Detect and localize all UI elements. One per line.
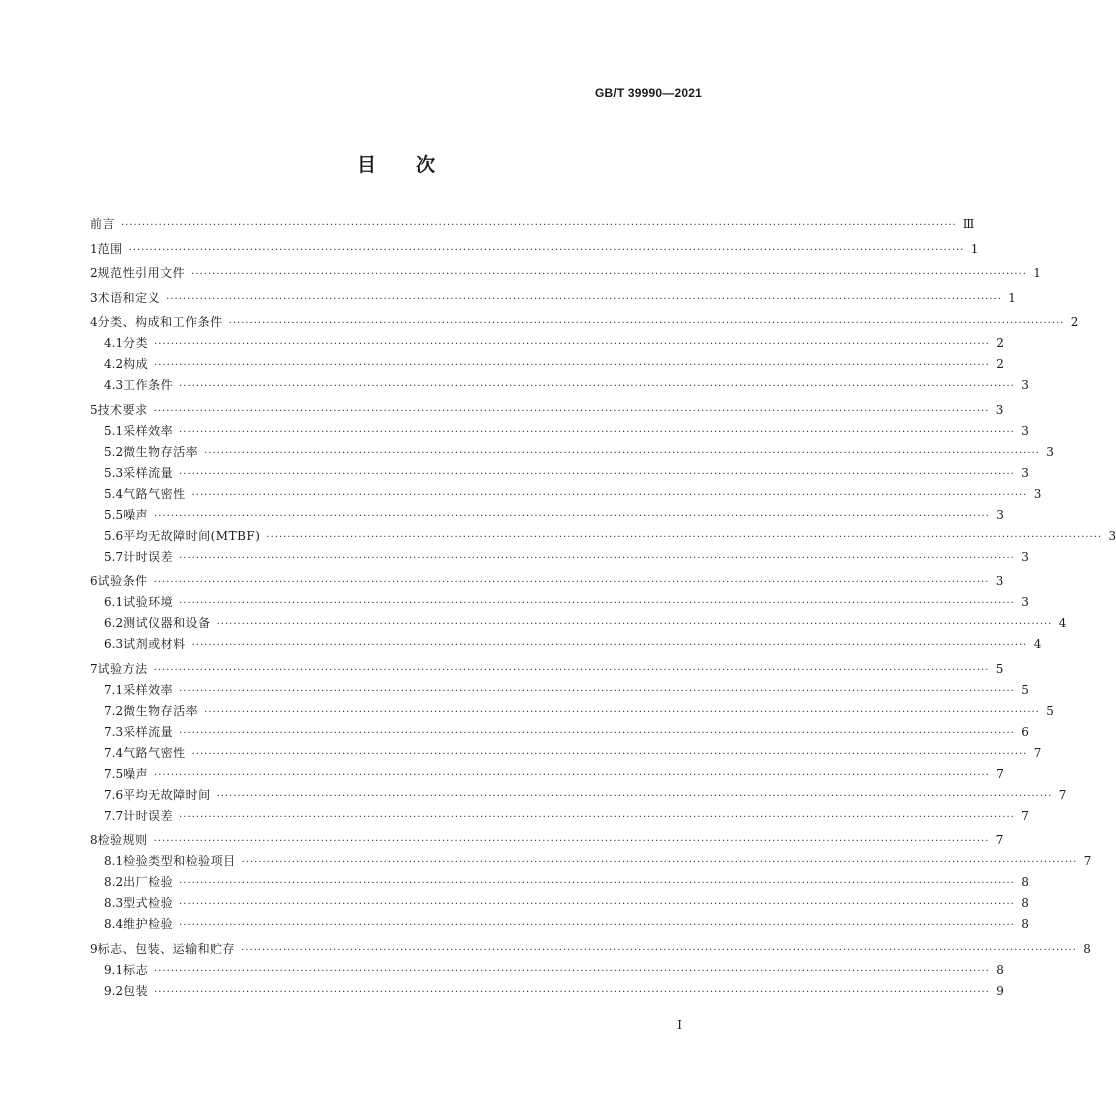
toc-leader-dots: ········································································································································································································ [153, 577, 990, 588]
page-title: 目次 [356, 154, 475, 176]
toc-entry-page: 7 [995, 833, 1004, 847]
toc-entry[interactable] [90, 939, 1091, 959]
toc-leader-dots: ········································································································································································································ [179, 899, 1015, 910]
toc-entry[interactable] [104, 981, 1004, 1001]
toc-entry-number: 6.1 [104, 595, 124, 609]
toc-entry-number: 5.6 [104, 528, 124, 543]
toc-entry-label: 试验条件 [97, 574, 148, 588]
toc-entry[interactable] [104, 463, 1029, 483]
toc-leader-dots: ········································································································································································································ [154, 965, 990, 977]
toc-entry-label: 采样效率 [123, 682, 174, 697]
toc-entry-number: 1 [90, 241, 98, 256]
toc-entry-page: 1 [1008, 290, 1016, 305]
toc-entry-number: 7.5 [104, 766, 124, 781]
toc-entry-page: 8 [1083, 941, 1091, 956]
toc-leader-dots: ········································································································································································································ [179, 685, 1015, 697]
toc-entry-label: 维护检验 [123, 917, 174, 931]
toc-entry[interactable] [104, 851, 1092, 871]
toc-entry-label: 平均无故障时间(MTBF) [123, 528, 261, 543]
toc-entry-number: 8.2 [104, 875, 124, 889]
toc-entry-label: 计时误差 [123, 808, 174, 823]
toc-entry-page: 3 [996, 507, 1004, 522]
toc-leader-dots: ········································································································································································································ [153, 836, 990, 847]
toc-entry-label: 采样流量 [123, 465, 174, 480]
toc-entry-label: 气路气密性 [123, 745, 186, 760]
toc-entry-page: 1 [1033, 266, 1041, 280]
toc-leader-dots: ········································································································································································································ [153, 405, 990, 417]
toc-entry-page: 8 [1021, 875, 1029, 889]
toc-entry[interactable] [90, 571, 1004, 591]
toc-leader-dots: ········································································································································································································ [241, 944, 1077, 956]
toc-entry-number: 2 [90, 266, 98, 280]
toc-entry-number: 7.6 [104, 787, 124, 802]
toc-entry-number: 9 [90, 941, 98, 956]
toc-entry[interactable] [90, 214, 975, 234]
toc-entry[interactable] [104, 375, 1029, 395]
toc-leader-dots: ········································································································································································································ [128, 244, 965, 256]
toc-entry-label: 分类、构成和工作条件 [97, 315, 223, 329]
toc-entry-page: 7 [1058, 787, 1067, 802]
toc-entry-label: 噪声 [123, 507, 149, 522]
toc-entry-label: 平均无故障时间 [123, 787, 211, 802]
toc-entry-number: 4.2 [104, 357, 124, 371]
toc-entry-label: 试验环境 [123, 595, 174, 609]
toc-entry-number: 7 [90, 661, 98, 676]
toc-entry-label: 型式检验 [123, 896, 174, 910]
toc-entry[interactable] [104, 914, 1029, 934]
toc-entry[interactable] [104, 505, 1004, 525]
toc-entry-label: 检验类型和检验项目 [123, 854, 236, 868]
toc-entry[interactable] [104, 421, 1029, 441]
toc-entry-page: 7 [1021, 808, 1029, 823]
toc-entry-number: 4.3 [104, 378, 124, 392]
toc-leader-dots: ········································································································································································································ [179, 920, 1015, 931]
toc-entry-page: 7 [1083, 854, 1092, 868]
toc-entry[interactable] [90, 263, 1041, 283]
toc-entry[interactable] [90, 312, 1079, 332]
toc-entry-number: 4 [90, 315, 98, 329]
toc-entry[interactable] [104, 547, 1029, 567]
toc-entry[interactable] [104, 872, 1029, 892]
toc-entry-number: 5.5 [104, 507, 124, 522]
toc-entry-label: 出厂检验 [123, 875, 174, 889]
toc-leader-dots: ········································································································································································································ [154, 339, 990, 350]
toc-entry-number: 5.1 [104, 423, 124, 438]
toc-entry-page: 1 [970, 241, 979, 256]
toc-entry-page: 5 [995, 661, 1004, 676]
toc-entry-page: 5 [1046, 703, 1054, 718]
toc-entry-number: 8.4 [104, 917, 124, 931]
toc-leader-dots: ········································································································································································································ [216, 790, 1053, 802]
toc-leader-dots: ········································································································································································································ [121, 220, 957, 231]
toc-entry-number: 5.4 [104, 486, 124, 501]
toc-entry-number: 4.1 [104, 336, 124, 350]
toc-entry-label: 标志、包装、运输和贮存 [97, 941, 236, 956]
toc-entry[interactable] [104, 526, 1116, 546]
toc-entry[interactable] [104, 785, 1067, 805]
toc-entry-label: 微生物存活率 [123, 703, 199, 718]
toc-entry-number: 7.3 [104, 724, 124, 739]
toc-entry-page: 3 [1021, 549, 1029, 564]
toc-entry-page: 9 [996, 983, 1004, 998]
toc-entry-page: 3 [1033, 486, 1042, 501]
toc-entry[interactable] [104, 680, 1029, 700]
toc-leader-dots: ········································································································································································································ [179, 426, 1015, 438]
toc-entry-label: 噪声 [123, 766, 149, 781]
toc-entry[interactable] [104, 806, 1029, 826]
toc-entry-number: 3 [90, 290, 98, 305]
toc-entry-number: 6 [90, 574, 98, 588]
toc-entry-label: 检验规则 [97, 833, 148, 847]
toc-entry-page: 7 [996, 766, 1004, 781]
toc-entry-page: 2 [996, 357, 1004, 371]
toc-leader-dots: ········································································································································································································ [179, 552, 1015, 564]
toc-entry[interactable] [104, 764, 1004, 784]
toc-leader-dots: ········································································································································································································ [179, 468, 1015, 480]
toc-entry[interactable] [104, 484, 1042, 504]
toc-entry-number: 9.2 [104, 983, 124, 998]
toc-leader-dots: ········································································································································································································ [179, 598, 1015, 609]
toc-entry[interactable] [104, 743, 1042, 763]
toc-entry-number: 8 [90, 833, 98, 847]
toc-entry[interactable] [104, 722, 1029, 742]
toc-entry-page: 3 [1021, 378, 1029, 392]
toc-entry[interactable] [104, 354, 1004, 374]
toc-entry[interactable] [90, 239, 979, 259]
toc-entry-label: 测试仪器和设备 [123, 616, 211, 630]
toc-entry[interactable] [90, 288, 1016, 308]
standard-number: GB/T 39990—2021 [594, 86, 702, 100]
toc-entry-label: 气路气密性 [123, 486, 186, 501]
toc-entry-label: 技术要求 [97, 402, 148, 417]
toc-leader-dots: ········································································································································································································ [179, 727, 1015, 739]
toc-entry[interactable] [104, 333, 1004, 353]
toc-entry-page: 3 [1046, 444, 1054, 459]
toc-entry-page: 7 [1033, 745, 1042, 760]
toc-leader-dots: ········································································································································································································ [191, 489, 1028, 501]
toc-entry-number: 5.3 [104, 465, 124, 480]
toc-entry[interactable] [90, 400, 1004, 420]
toc-entry-page: 6 [1021, 724, 1029, 739]
toc-entry-number: 5.2 [104, 444, 124, 459]
toc-entry[interactable] [104, 960, 1004, 980]
toc-entry-label: 采样效率 [123, 423, 174, 438]
toc-entry-label: 微生物存活率 [123, 444, 199, 459]
toc-entry-label: 标志 [123, 962, 149, 977]
toc-entry[interactable] [90, 659, 1004, 679]
toc-entry-label: 计时误差 [123, 549, 174, 564]
toc-entry-label: 试验方法 [97, 661, 148, 676]
toc-entry-number: 5.7 [104, 549, 124, 564]
toc-entry-number: 7.4 [104, 745, 124, 760]
toc-entry-number: 5 [90, 402, 98, 417]
toc-entry-number: 8.1 [104, 854, 124, 868]
toc-entry-label: 前言 [90, 217, 116, 231]
toc-entry-page: 3 [1021, 465, 1029, 480]
toc-entry-label: 构成 [123, 357, 149, 371]
toc-entry-page: 3 [1021, 423, 1029, 438]
toc-leader-dots: ········································································································································································································ [154, 510, 990, 522]
toc-entry-number: 8.3 [104, 896, 124, 910]
toc-entry-number: 7.7 [104, 808, 124, 823]
toc-leader-dots: ········································································································································································································ [216, 619, 1053, 630]
toc-entry-label: 试剂或材料 [123, 637, 186, 651]
toc-entry-page: 2 [996, 336, 1004, 350]
toc-entry-page: 8 [1021, 917, 1029, 931]
toc-leader-dots: ········································································································································································································ [191, 748, 1028, 760]
toc-leader-dots: ········································································································································································································ [266, 531, 1103, 543]
toc-leader-dots: ········································································································································································································ [179, 811, 1015, 823]
page-number: I [677, 1018, 682, 1032]
toc-entry[interactable] [104, 442, 1054, 462]
toc-entry[interactable] [104, 613, 1067, 633]
toc-leader-dots: ········································································································································································································ [191, 640, 1028, 651]
toc-entry-label: 分类 [123, 336, 149, 350]
toc-entry-number: 9.1 [104, 962, 124, 977]
toc-entry-page: 3 [995, 402, 1004, 417]
toc-entry-number: 6.3 [104, 637, 124, 651]
toc-entry[interactable] [104, 893, 1029, 913]
toc-entry-page: 2 [1070, 315, 1079, 329]
toc-entry[interactable] [104, 592, 1029, 612]
toc-entry-label: 术语和定义 [97, 290, 161, 305]
toc-entry-page: 4 [1058, 616, 1067, 630]
toc-entry-page: 8 [1021, 896, 1029, 910]
toc-leader-dots: ········································································································································································································ [204, 706, 1040, 718]
toc-entry-label: 采样流量 [123, 724, 174, 739]
toc-entry-number: 6.2 [104, 616, 124, 630]
toc-entry-page: 3 [1108, 528, 1116, 543]
toc-leader-dots: ········································································································································································································ [154, 360, 990, 371]
toc-leader-dots: ········································································································································································································ [166, 293, 1002, 305]
toc-leader-dots: ········································································································································································································ [153, 664, 990, 676]
toc-entry[interactable] [90, 830, 1004, 850]
toc-leader-dots: ········································································································································································································ [179, 381, 1015, 392]
toc-leader-dots: ········································································································································································································ [154, 986, 990, 998]
toc-leader-dots: ········································································································································································································ [191, 269, 1027, 280]
toc-entry-page: 4 [1033, 637, 1042, 651]
toc-entry-page: 3 [1021, 595, 1029, 609]
toc-entry-page: Ⅲ [962, 217, 975, 231]
toc-entry-label: 范围 [97, 241, 123, 256]
toc-leader-dots: ········································································································································································································ [179, 878, 1015, 889]
toc-entry-label: 包装 [123, 983, 149, 998]
toc-entry-page: 5 [1021, 682, 1029, 697]
toc-entry-page: 3 [995, 574, 1004, 588]
toc-entry[interactable] [104, 701, 1054, 721]
toc-leader-dots: ········································································································································································································ [241, 857, 1078, 868]
toc-entry[interactable] [104, 634, 1042, 654]
toc-leader-dots: ········································································································································································································ [154, 769, 990, 781]
toc-entry-label: 规范性引用文件 [97, 266, 186, 280]
toc-entry-number: 7.2 [104, 703, 124, 718]
toc-entry-label: 工作条件 [123, 378, 174, 392]
toc-leader-dots: ········································································································································································································ [228, 318, 1065, 329]
toc-leader-dots: ········································································································································································································ [204, 447, 1040, 459]
toc-entry-number: 7.1 [104, 682, 124, 697]
toc-entry-page: 8 [996, 962, 1004, 977]
